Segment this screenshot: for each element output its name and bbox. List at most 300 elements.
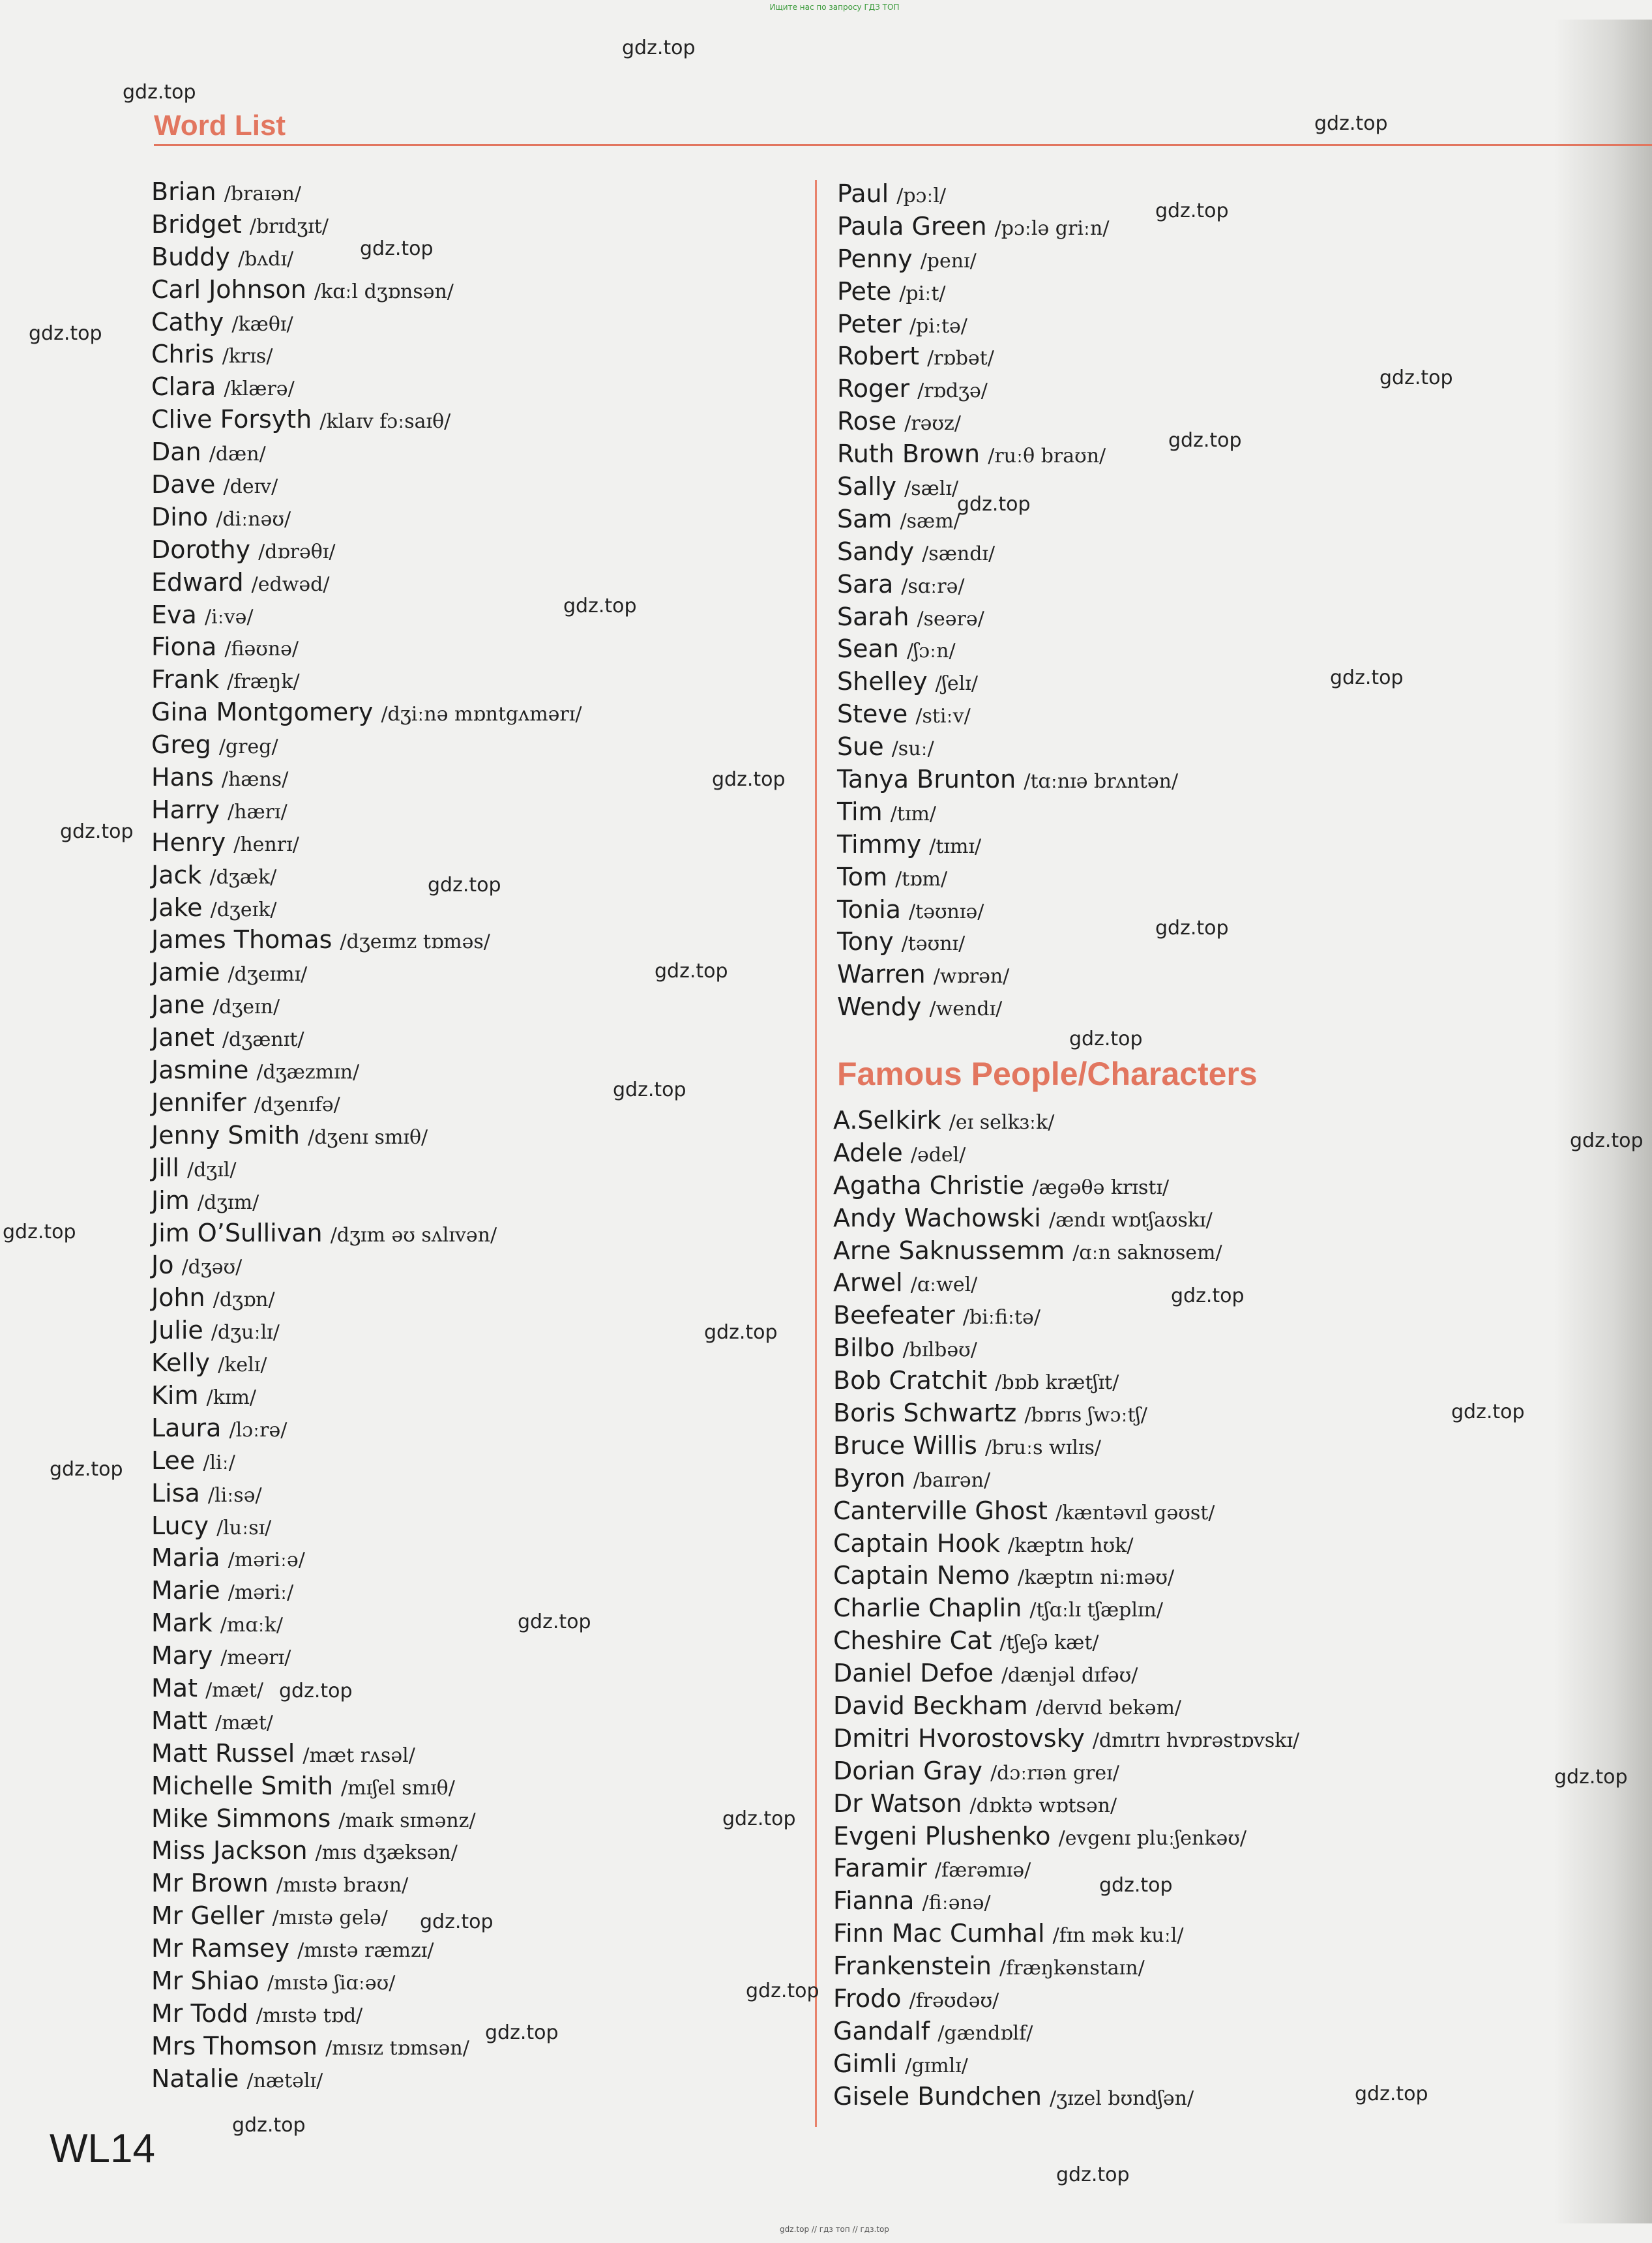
word-entry [833,1625,1299,1657]
entry-name: Frodo [833,1984,902,2013]
entry-transcription: /sælɪ/ [904,477,959,501]
word-entry [151,1412,582,1445]
entry-transcription: /mɪʃel smɪθ/ [341,1776,455,1800]
entry-name: Evgeni Plushenko [833,1821,1051,1850]
word-entry [151,567,582,599]
watermark: gdz.top [1355,2083,1428,2105]
word-entry [837,796,1178,829]
entry-name: Sean [837,634,899,664]
entry-transcription: /kelɪ/ [218,1354,267,1377]
entry-transcription: /rɒbət/ [927,347,994,370]
word-entry [833,2048,1299,2081]
entry-name: Edward [151,567,244,597]
entry-transcription: /ʒɪzel bʊndʃən/ [1050,2087,1194,2110]
entry-transcription: /kɑːl dʒɒnsən/ [314,280,454,303]
entry-name: Faramir [833,1854,927,1883]
entry-transcription: /ədel/ [910,1143,966,1166]
entry-name: Pete [837,276,892,306]
entry-transcription: /bɪlbəʊ/ [902,1339,977,1362]
watermark: gdz.top [232,2114,306,2137]
entry-transcription: /dʒɪm/ [197,1191,259,1214]
entry-transcription: /klaɪv fɔːsaɪθ/ [319,410,451,434]
word-entry [837,666,1178,698]
entry-transcription: /diːnəʊ/ [216,507,291,531]
entry-transcription: /dʒɒn/ [213,1288,275,1312]
entry-transcription: /fɪn mək kuːl/ [1052,1924,1184,1948]
entry-name: John [151,1283,205,1313]
entry-name: Matt [151,1706,207,1735]
word-entry [151,1380,582,1412]
entry-transcription: /mæt/ [214,1711,273,1734]
word-entry [833,2081,1299,2113]
entry-transcription: /seərə/ [917,607,984,631]
entry-name: Paula Green [837,211,987,241]
entry-name: Dorothy [151,535,251,564]
entry-name: Mike Simmons [151,1804,331,1833]
word-entry [833,1820,1299,1853]
entry-transcription: /piːtə/ [909,314,967,338]
word-entry [833,1332,1299,1365]
entry-transcription: /biːfiːtə/ [962,1306,1040,1329]
entry-name: Dan [151,438,201,467]
entry-transcription: /kæθɪ/ [231,312,293,336]
entry-name: David Beckham [833,1691,1028,1721]
word-entry [833,1690,1299,1723]
entry-transcription: /mæt rʌsəl/ [302,1744,415,1767]
entry-name: Henry [151,827,226,857]
word-entry [837,536,1178,569]
entry-name: Warren [837,960,926,989]
word-entry [837,731,1178,764]
watermark: gdz.top [428,874,501,897]
entry-transcription: /dæn/ [209,443,266,466]
entry-transcription: /fiəʊnə/ [224,638,299,661]
watermark: gdz.top [1099,1874,1173,1897]
watermark: gdz.top [1330,666,1404,689]
entry-name: Kelly [151,1348,211,1378]
entry-name: Lee [151,1446,196,1475]
entry-transcription: /fræŋk/ [227,670,300,694]
entry-name: Agatha Christie [833,1170,1025,1200]
entry-name: Arne Saknussemm [833,1236,1065,1265]
word-entry [833,1983,1299,2015]
entry-transcription: /baɪrən/ [913,1468,991,1492]
entry-name: Gisele Bundchen [833,2081,1042,2111]
entry-name: Janet [151,1023,214,1052]
word-entry [151,1054,582,1087]
word-entry [833,1918,1299,1950]
right-name-list [837,178,1178,1024]
heading-rule [154,144,1652,146]
entry-name: Sarah [837,602,909,631]
entry-transcription: /wendɪ/ [929,998,1003,1021]
entry-name: Jim O’Sullivan [151,1218,323,1247]
entry-transcription: /mɑːk/ [220,1614,283,1637]
entry-transcription: /mæt/ [205,1678,263,1702]
page-heading: Word List [154,110,286,141]
entry-name: Peter [837,309,902,338]
entry-name: Jenny Smith [151,1120,300,1150]
watermark: gdz.top [655,960,728,983]
word-entry [151,274,582,306]
entry-name: Miss Jackson [151,1836,308,1865]
watermark: gdz.top [1168,429,1242,452]
word-entry [151,989,582,1022]
entry-transcription: /iːvə/ [204,605,254,629]
word-entry [151,534,582,567]
entry-name: Mr Brown [151,1869,269,1898]
entry-transcription: /rɒdʒə/ [917,379,988,403]
entry-transcription: /kɪm/ [206,1386,257,1409]
entry-name: Jo [151,1251,174,1280]
entry-name: Dorian Gray [833,1756,982,1785]
entry-transcription: /tɪm/ [890,802,937,825]
word-entry [833,1430,1299,1463]
entry-transcription: /dʒeɪk/ [210,898,277,921]
entry-transcription: /krɪs/ [222,345,273,368]
entry-name: Gina Montgomery [151,698,374,727]
word-entry [837,633,1178,666]
entry-transcription: /dʒænɪt/ [222,1028,304,1052]
word-entry [151,501,582,534]
watermark: gdz.top [1069,1028,1143,1050]
watermark: gdz.top [1155,917,1229,940]
watermark: gdz.top [60,820,134,843]
word-entry [837,861,1178,894]
word-entry [833,1202,1299,1235]
word-entry [151,2063,582,2096]
entry-name: Kim [151,1380,199,1410]
watermark: gdz.top [1155,200,1229,222]
entry-transcription: /meərɪ/ [220,1646,291,1670]
word-entry [837,406,1178,438]
entry-transcription: /deɪv/ [223,475,278,499]
word-entry [833,1950,1299,1983]
entry-name: Canterville Ghost [833,1496,1048,1525]
entry-transcription: /gændɒlf/ [937,2021,1033,2045]
word-entry [151,1445,582,1478]
word-entry [833,1592,1299,1625]
entry-name: Finn Mac Cumhal [833,1919,1045,1948]
entry-name: A.Selkirk [833,1106,941,1135]
entry-transcription: /təʊnɪ/ [901,932,966,956]
entry-name: Matt Russel [151,1738,295,1768]
entry-name: Sue [837,732,884,762]
word-entry [833,1365,1299,1397]
word-entry [151,631,582,664]
entry-transcription: /dʒɪl/ [186,1158,237,1181]
word-entry [837,373,1178,406]
entry-name: Fiona [151,632,217,662]
entry-transcription: /piːt/ [899,282,946,305]
word-entry [837,243,1178,276]
entry-name: James Thomas [151,925,332,955]
entry-name: Dmitri Hvorostovsky [833,1723,1085,1753]
entry-name: Dr Watson [833,1789,962,1818]
word-entry [151,1347,582,1380]
entry-name: Ruth Brown [837,439,981,469]
entry-name: Gimli [833,2049,898,2078]
word-entry [151,1315,582,1347]
entry-transcription: /liː/ [203,1451,235,1474]
word-entry [151,1933,582,1965]
entry-name: Tom [837,862,888,891]
entry-transcription: /penɪ/ [920,249,977,273]
entry-transcription: /bɒrɪs ʃwɔːtʃ/ [1024,1404,1147,1427]
entry-name: Mr Geller [151,1901,265,1931]
entry-transcription: /eɪ selkɜːk/ [949,1111,1055,1134]
entry-name: Clara [151,372,216,402]
bottom-note: gdz.top // гдз топ // гдз.top [780,2225,889,2234]
word-entry [833,1723,1299,1755]
entry-transcription: /dʒəʊ/ [181,1256,243,1279]
word-entry [151,1738,582,1770]
word-entry [151,794,582,827]
entry-name: Beefeater [833,1301,955,1330]
watermark: gdz.top [563,595,637,617]
entry-transcription: /frəʊdəʊ/ [909,1989,999,2013]
word-entry [151,892,582,925]
entry-transcription: /kæptɪn niːməʊ/ [1018,1566,1175,1590]
entry-transcription: /bɒb krætʃɪt/ [995,1371,1119,1395]
word-entry [151,1770,582,1803]
entry-name: Daniel Defoe [833,1659,994,1688]
entry-name: Brian [151,177,216,206]
entry-transcription: /dɔːrɪən greɪ/ [990,1761,1119,1785]
entry-transcription: /ʃɔːn/ [906,640,956,663]
entry-name: Jane [151,990,205,1020]
entry-name: Jake [151,893,203,922]
entry-transcription: /færəmɪə/ [934,1859,1031,1882]
word-entry [833,1495,1299,1528]
word-entry [833,1105,1299,1137]
word-entry [833,1463,1299,1495]
watermark: gdz.top [1171,1285,1245,1307]
word-entry [833,1137,1299,1170]
entry-name: Mat [151,1673,198,1702]
left-name-list [151,176,582,2096]
entry-transcription: /dʒiːnə mɒntgʌmərɪ/ [381,703,582,726]
entry-transcription: /tʃɑːlɪ tʃæplɪn/ [1029,1599,1163,1622]
entry-transcription: /ruːθ braʊn/ [988,445,1106,468]
entry-transcription: /suː/ [891,737,934,761]
word-entry [151,859,582,892]
word-entry [151,404,582,436]
entry-transcription: /dʒeɪmɪ/ [228,963,308,987]
entry-transcription: /klærə/ [224,378,295,401]
word-entry [151,762,582,794]
entry-name: Captain Hook [833,1528,1000,1558]
word-entry [151,1478,582,1510]
word-entry [837,926,1178,958]
entry-name: Dino [151,502,209,531]
word-entry [151,1835,582,1867]
word-entry [833,1170,1299,1202]
word-entry [151,1022,582,1054]
entry-transcription: /dmɪtrɪ hvɒrəstɒvskɪ/ [1092,1729,1300,1752]
entry-transcription: /tʃeʃə kæt/ [999,1631,1099,1655]
entry-transcription: /bruːs wɪlɪs/ [985,1436,1101,1459]
entry-name: Arwel [833,1268,903,1298]
word-entry [151,1249,582,1282]
word-entry [837,178,1178,211]
entry-name: Bruce Willis [833,1431,977,1460]
entry-transcription: /pɔːlə griːn/ [994,216,1110,240]
entry-transcription: /ændɪ wɒtʃaʊskɪ/ [1048,1208,1213,1232]
word-entry [833,1560,1299,1592]
famous-people-heading: Famous People/Characters [837,1056,1258,1092]
entry-name: Marie [151,1576,220,1605]
word-entry [151,209,582,241]
entry-transcription: /mɪstə ræmzɪ/ [297,1939,434,1963]
word-entry [151,1672,582,1705]
word-entry [837,601,1178,634]
word-entry [151,1152,582,1185]
entry-name: Harry [151,795,220,824]
entry-name: Roger [837,374,910,404]
entry-transcription: /sæm/ [900,509,960,533]
word-entry [151,957,582,989]
watermark: gdz.top [957,493,1031,516]
entry-transcription: /dʒæk/ [209,865,277,889]
entry-name: Robert [837,342,919,371]
word-entry [837,308,1178,341]
word-entry [837,764,1178,796]
entry-name: Lucy [151,1511,209,1540]
entry-name: Julie [151,1316,203,1345]
word-entry [151,1900,582,1933]
word-entry [151,1510,582,1543]
word-entry [151,827,582,859]
watermark: gdz.top [622,37,696,59]
entry-name: Carl Johnson [151,275,306,304]
entry-name: Chris [151,340,214,369]
entry-name: Wendy [837,992,922,1022]
entry-name: Michelle Smith [151,1771,333,1800]
entry-transcription: /dænjəl dɪfəʊ/ [1001,1664,1138,1687]
entry-transcription: /ægəθə krɪstɪ/ [1032,1176,1170,1199]
entry-transcription: /bʌdɪ/ [237,247,294,271]
entry-name: Shelley [837,667,928,696]
word-entry [837,211,1178,243]
watermark: gdz.top [279,1680,353,1702]
word-entry [833,1755,1299,1788]
entry-transcription: /luːsɪ/ [216,1516,272,1539]
entry-name: Boris Schwartz [833,1399,1017,1428]
entry-name: Laura [151,1413,222,1442]
watermark: gdz.top [29,322,102,345]
entry-name: Maria [151,1543,220,1573]
entry-transcription: /tɑːnɪə brʌntən/ [1024,770,1179,794]
entry-transcription: /dɒrəθɪ/ [258,540,336,563]
entry-name: Tony [837,927,894,957]
word-entry [151,469,582,501]
word-entry [833,1885,1299,1918]
entry-transcription: /lɔːrə/ [229,1418,288,1442]
word-entry [151,1705,582,1738]
entry-name: Paul [837,179,889,208]
entry-transcription: /mɪstə gelə/ [272,1907,388,1930]
entry-name: Mr Ramsey [151,1934,290,1963]
entry-name: Adele [833,1138,903,1167]
entry-name: Byron [833,1463,906,1493]
word-entry [837,958,1178,991]
word-entry [151,1965,582,1998]
word-entry [833,2015,1299,2048]
entry-transcription: /deɪvɪd bekəm/ [1035,1697,1182,1720]
entry-transcription: /fiːənə/ [922,1892,991,1915]
entry-transcription: /mɪs dʒæksən/ [315,1841,458,1865]
watermark: gdz.top [704,1321,778,1344]
entry-name: Greg [151,730,211,760]
entry-transcription: /ɑːn saknʊsem/ [1072,1241,1222,1264]
word-entry [151,1803,582,1835]
entry-transcription: /nætəlɪ/ [246,2069,323,2092]
entry-name: Mr Shiao [151,1966,259,1995]
word-entry [837,569,1178,601]
word-entry [151,1542,582,1575]
entry-name: Jamie [151,958,220,987]
word-entry [151,1867,582,1900]
word-entry [833,1397,1299,1430]
entry-name: Jennifer [151,1088,246,1117]
watermark: gdz.top [50,1458,123,1481]
column-divider [815,180,817,2127]
word-entry [833,1235,1299,1268]
entry-transcription: /henrɪ/ [233,833,299,856]
entry-name: Jim [151,1185,190,1215]
entry-name: Tim [837,797,883,826]
word-entry [151,599,582,632]
word-entry [837,698,1178,731]
entry-name: Bilbo [833,1333,895,1363]
entry-transcription: /edwəd/ [251,572,330,596]
entry-transcription: /hærɪ/ [228,800,288,824]
entry-name: Jill [151,1153,179,1182]
word-entry [833,1528,1299,1560]
entry-name: Sara [837,569,894,599]
word-entry [837,894,1178,927]
entry-name: Bob Cratchit [833,1366,988,1395]
watermark: gdz.top [613,1078,686,1101]
word-entry [833,1852,1299,1885]
word-entry [833,1657,1299,1690]
entry-transcription: /məriː/ [228,1581,294,1605]
entry-name: Cheshire Cat [833,1626,992,1656]
entry-transcription: /mɪsɪz tɒmsən/ [325,2036,469,2060]
entry-transcription: /kæptɪn hʊk/ [1008,1534,1134,1557]
entry-name: Jack [151,860,202,889]
entry-transcription: /təʊnɪə/ [909,900,984,923]
watermark: gdz.top [360,237,434,260]
entry-transcription: /dʒeɪmz tɒməs/ [340,930,490,954]
entry-transcription: /stiːv/ [915,705,971,728]
entry-name: Jasmine [151,1056,249,1085]
watermark: gdz.top [1554,1766,1628,1789]
watermark: gdz.top [1314,112,1388,135]
word-entry [837,829,1178,861]
word-entry [151,371,582,404]
page-edge-shadow [1554,20,1652,2223]
entry-name: Sally [837,472,897,501]
word-entry [837,991,1178,1024]
entry-name: Gandalf [833,2016,930,2045]
entry-name: Rose [837,407,897,436]
entry-name: Mark [151,1609,213,1638]
word-entry [151,1217,582,1250]
watermark: gdz.top [1451,1401,1525,1423]
entry-transcription: /mɪstə ʃiɑːəʊ/ [267,1971,396,1995]
